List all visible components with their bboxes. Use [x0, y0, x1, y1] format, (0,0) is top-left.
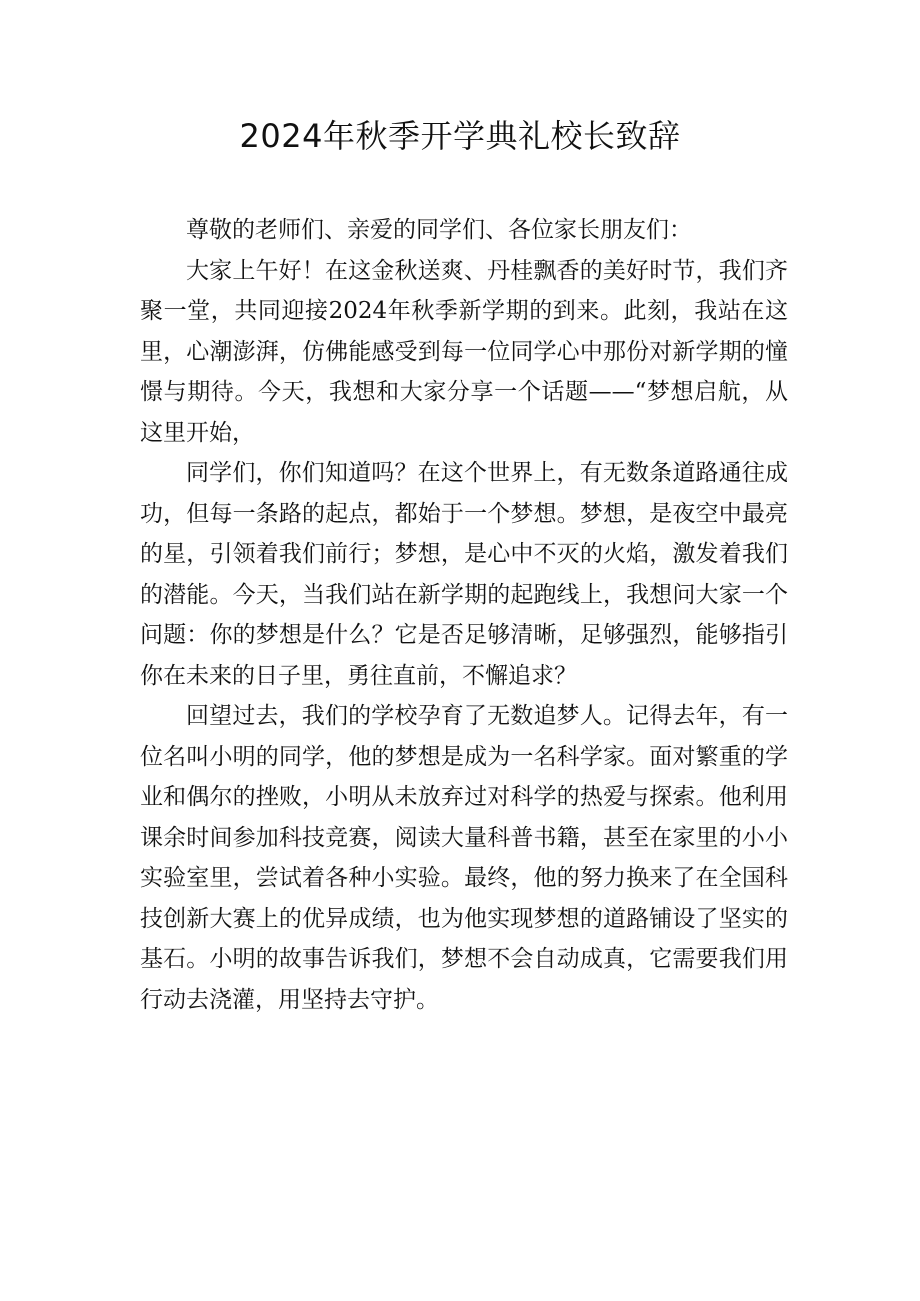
paragraph-greeting: 大家上午好！在这金秋送爽、丹桂飘香的美好时节，我们齐聚一堂，共同迎接2024年秋季新学期的到来。此刻，我站在这里，心潮澎湃，仿佛能感受到每一位同学心中那份对新学期的憧憬与期待。今天，我想和大家分享一个话题——“梦想启航，从这里开始，: [140, 257, 788, 446]
salutation: 尊敬的老师们、亲爱的同学们、各位家长朋友们：: [186, 217, 692, 243]
document-title: 2024年秋季开学典礼校长致辞: [239, 117, 681, 155]
paragraph-story: 回望过去，我们的学校孕育了无数追梦人。记得去年，有一位名叫小明的同学，他的梦想是成为一名科学家。面对繁重的学业和偶尔的挫败，小明从未放弃过对科学的热爱与探索。他利用课余时间参加科技竞赛，阅读大量科普书籍，甚至在家里的小小实验室里，尝试着各种小实验。最终，他的努力换来了在全国科技创新大赛上的优异成绩，也为他实现梦想的道路铺设了坚实的基石。小明的故事告诉我们，梦想不会自动成真，它需要我们用行动去浇灌，用坚持去守护。: [140, 703, 788, 1013]
paragraph-dream: 同学们，你们知道吗？在这个世界上，有无数条道路通往成功，但每一条路的起点，都始于一个梦想。梦想，是夜空中最亮的星，引领着我们前行；梦想，是心中不灭的火焰，激发着我们的潜能。今天，当我们站在新学期的起跑线上，我想问大家一个问题：你的梦想是什么？它是否足够清晰，足够强烈，能够指引你在未来的日子里，勇往直前，不懈追求？: [140, 460, 788, 689]
document-body: [140, 210, 788, 1020]
